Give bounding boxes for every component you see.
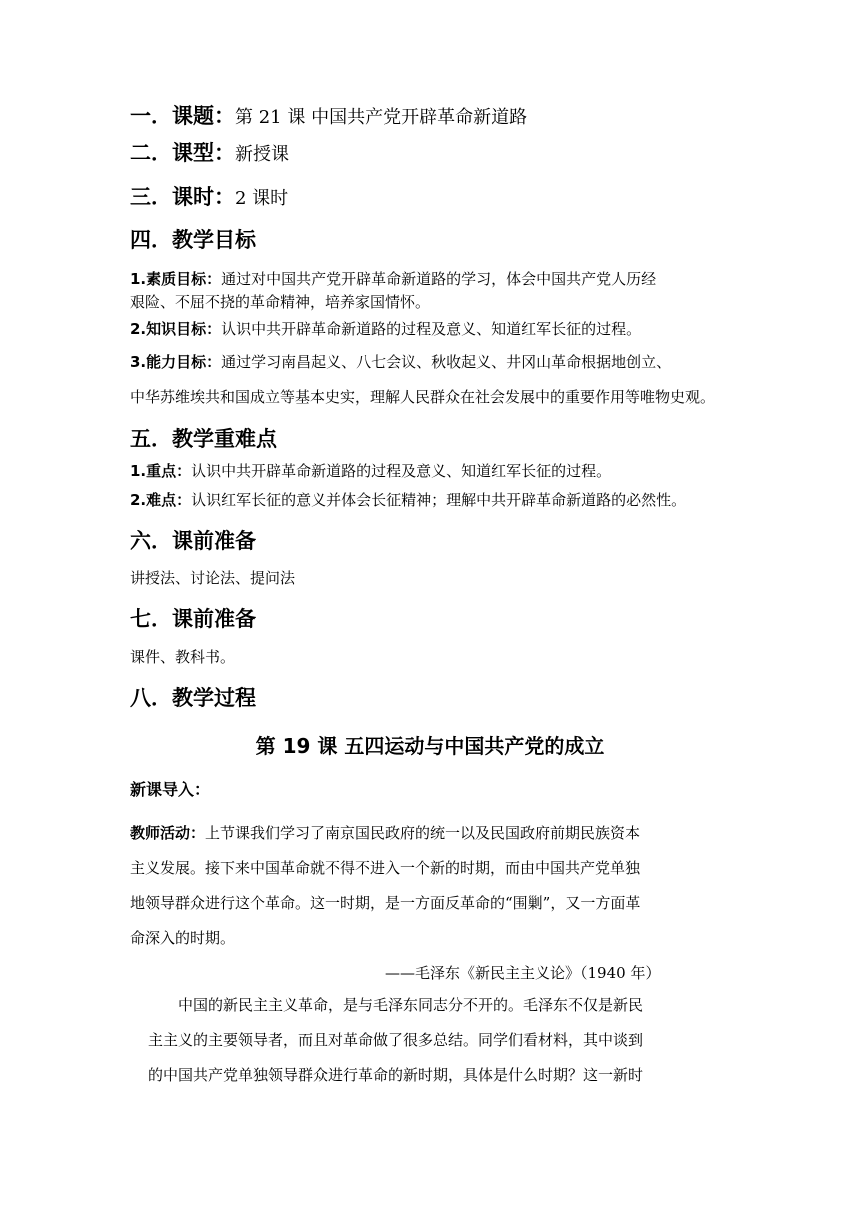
goal-3-cont <box>130 387 715 407</box>
goal-2-text: 认识中共开辟革命新道路的过程及意义、知道红军长征的过程。 <box>221 320 642 338</box>
goal-1-line-2: 艰险、不屈不挠的革命精神，培养家国情怀。 <box>130 293 431 311</box>
quote-source: ——毛泽东《新民主主义论》（1940 年） <box>385 964 661 982</box>
teacher-activity-label: 教师活动： <box>130 824 206 842</box>
intro-heading: 新课导入： <box>130 780 211 799</box>
section-type <box>130 139 289 169</box>
section-goals-heading <box>130 226 256 254</box>
teacher-activity-text-1: 上节课我们学习了南京国民政府的统一以及民国政府前期民族资本 <box>205 824 641 842</box>
section-prep-label: 六．课前准备 <box>130 529 256 553</box>
section-type-label: 二．课型： <box>130 141 235 165</box>
section-hours-value: 2 课时 <box>235 188 289 209</box>
key-point-2 <box>130 490 686 510</box>
section-type-value: 新授课 <box>235 144 289 165</box>
section-prep-heading <box>130 527 256 555</box>
section-goals-label: 四．教学目标 <box>130 228 256 252</box>
lesson-title: 第 19 课 五四运动与中国共产党的成立 <box>255 734 605 758</box>
section-topic-value: 第 21 课 中国共产党开辟革命新道路 <box>235 107 528 128</box>
goal-1-cont <box>130 292 430 312</box>
key-point-1 <box>130 461 611 481</box>
key-point-1-text: 认识中共开辟革命新道路的过程及意义、知道红军长征的过程。 <box>191 462 612 480</box>
goal-3-label: 3.能力目标： <box>130 353 222 371</box>
paragraph-line-1: 中国的新民主主义革命，是与毛泽东同志分不开的。毛泽东不仅是新民 <box>178 996 644 1014</box>
methods-text: 讲授法、讨论法、提问法 <box>130 569 296 587</box>
section-keypoints-heading <box>130 425 277 453</box>
section-hours <box>130 183 288 213</box>
teacher-activity-line-3: 地领导群众进行这个革命。这一时期，是一方面反革命的“围剿”，又一方面革 <box>130 894 641 912</box>
goal-3 <box>130 352 671 372</box>
key-point-2-label: 2.难点： <box>130 491 192 509</box>
teacher-activity-line-1 <box>130 823 640 843</box>
goal-1-line-1: 通过对中国共产党开辟革命新道路的学习，体会中国共产党人历经 <box>221 270 657 288</box>
goal-1-label: 1.素质目标： <box>130 270 222 288</box>
section-process-label: 八．教学过程 <box>130 686 256 710</box>
goal-2 <box>130 319 641 339</box>
teacher-activity-line-4: 命深入的时期。 <box>130 929 236 947</box>
section-keypoints-label: 五．教学重难点 <box>130 427 277 451</box>
goal-3-line-2: 中华苏维埃共和国成立等基本史实，理解人民群众在社会发展中的重要作用等唯物史观。 <box>130 388 716 406</box>
section-topic <box>130 102 527 132</box>
paragraph-line-3: 的中国共产党单独领导群众进行革命的新时期，具体是什么时期？这一新时 <box>148 1066 644 1084</box>
paragraph-line-2: 主主义的主要领导者，而且对革命做了很多总结。同学们看材料，其中谈到 <box>148 1031 644 1049</box>
key-point-2-text: 认识红军长征的意义并体会长征精神；理解中共开辟革命新道路的必然性。 <box>191 491 687 509</box>
key-point-1-label: 1.重点： <box>130 462 192 480</box>
goal-3-line-1: 通过学习南昌起义、八七会议、秋收起义、井冈山革命根据地创立、 <box>221 353 672 371</box>
goal-2-label: 2.知识目标： <box>130 320 222 338</box>
goal-1 <box>130 269 656 289</box>
section-prep2-heading <box>130 605 256 633</box>
section-topic-label: 一．课题： <box>130 104 235 128</box>
section-prep2-label: 七．课前准备 <box>130 607 256 631</box>
teacher-activity-line-2: 主义发展。接下来中国革命就不得不进入一个新的时期，而由中国共产党单独 <box>130 859 641 877</box>
section-process-heading <box>130 684 256 712</box>
section-hours-label: 三．课时： <box>130 185 235 209</box>
materials-text: 课件、教科书。 <box>130 648 236 666</box>
